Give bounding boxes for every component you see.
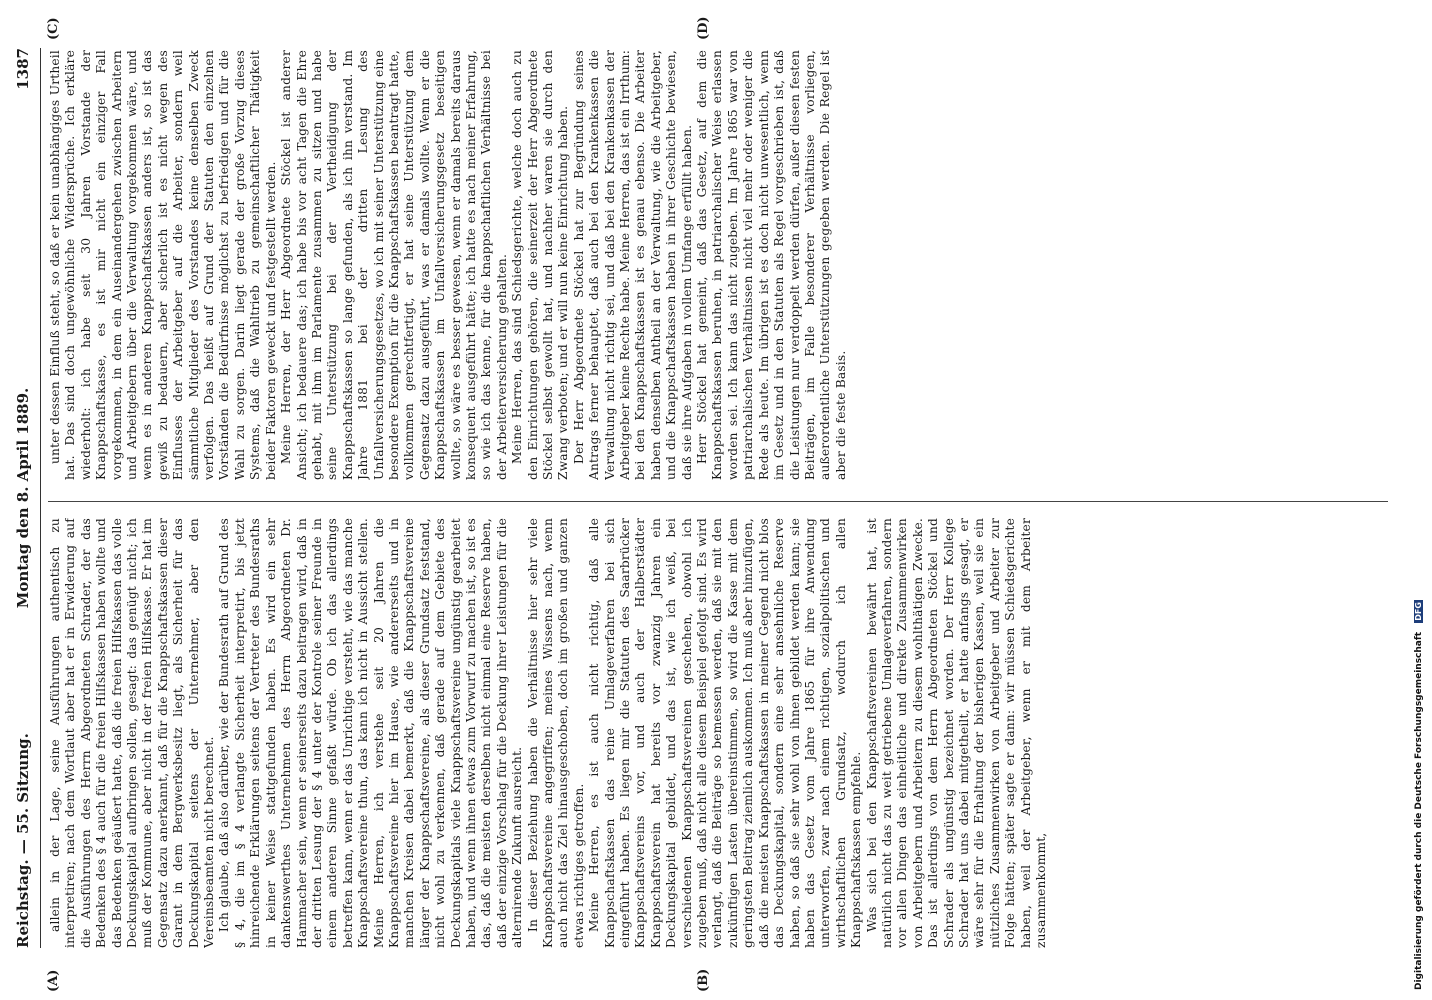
margin-mark-a: (A): [46, 969, 61, 992]
paragraph: Der Herr Abgeordnete Stöckel hat zur Begründung seines Antrags ferner behauptet, daß auch bei den Krankenkassen die Verwaltung nicht richtig sei, und daß bei den Krankenkassen der Arbeitgeber keine Rechte habe. Meine Herren, das ist ein Irrthum: bei den Knappschaftskassen ist es genau ebenso. Die Arbeiter haben denselben Antheil an der Verwaltung, wie die Arbeitgeber, und die Knappschaftskassen haben in ihrer Geschichte bewiesen, daß sie ihre Aufgaben in vollem Umfange erfüllt haben.: [571, 50, 694, 480]
page-header: [10, 48, 41, 948]
paragraph: Was sich bei den Knappschaftsvereinen bewährt hat, ist natürlich nicht das zu weit getriebene Umlageverfahren, sondern vor allen Dingen das einheitliche und direkte Zusammenwirken von Arbeitgebern und Arbeitern zu diesem wohlthätigen Zwecke. Das ist allerdings von dem Herrn Abgeordneten Stöckel und Schrader als ungünstig bezeichnet worden. Der Herr Kollege Schrader hat uns dabei mitgetheilt, er hatte anfangs gesagt, er wäre sehr für die Erhaltung der bisherigen Kassen, weil sie ein nützliches Zusammenwirken von Arbeitgeber und Arbeiter zur Folge hätten; später sagte er dann: wir müssen Schiedsgerichte haben, weil der Arbeitgeber, wenn er mit dem Arbeiter zusammenkommt,: [864, 518, 1048, 948]
column-divider: [48, 501, 1388, 502]
paragraph: Meine Herren, es ist auch nicht richtig, daß alle Knappschaftskassen das reine Umlageverfahren bei sich eingeführt haben. Es liegen mir die Statuten des Saarbrücker Knappschaftsvereins vor, und auch der Halberstädter Knappschaftsverein hat bereits vor zwanzig Jahren ein Deckungskapital gebildet, und das ist, wie ich weiß, bei verschiedenen Knappschaftsvereinen geschehen, obwohl ich zugeben muß, daß nicht alle diesem Beispiel gefolgt sind. Es wird verlangt, daß die Beiträge so bemessen werden, daß sie mit den zukünftigen Lasten übereinstimmen, so wird die Kasse mit dem geringsten Beitrag ziemlich auskommen. Ich muß aber hinzufügen, daß die meisten Knappschaftskassen in meiner Gegend nicht blos das Deckungskapital, sondern eine sehr ansehnliche Reserve haben, so daß sie sehr wohl von ihnen gebildet werden kann; sie haben das Gesetz vom Jahre 1865 für ihre Anwendung unterworfen, zwar nach einem richtigen, sozialpolitischen und wirthschaftlichen Grundsatz, wodurch ich allen Knappschaftskassen empfehle.: [587, 518, 864, 948]
paragraph: unter dessen Einfluß steht, so daß er kein unabhängiges Urtheil hat. Das sind doch ungewöhnliche Widersprüche. Ich erkläre wiederholt: ich habe seit 30 Jahren Vorstande der Knappschaftskasse, es ist mir nicht ein einziger Fall vorgekommen, in dem ein Auseinandergehen zwischen Arbeitern und Arbeitgebern über die Verwaltung vorgekommen wäre, und wenn es in anderen Knappschaftskassen anders ist, so ist das gewiß zu bedauern, aber sicherlich ist es nicht wegen des Einflusses der Arbeitgeber auf die Arbeiter, sondern weil sämmtliche Mitglieder des Vorstandes keine denselben Zweck verfolgen. Das heißt auf Grund der Statuten den einzelnen Vorständen die Bedürfnisse möglichst zu befriedigen und für die Wahl zu sorgen. Darin liegt gerade der große Vorzug dieses Systems, daß die Wahltrieb zu gemeinschaftlicher Thätigkeit beider Faktoren geweckt und festgestellt werden.: [48, 50, 278, 480]
paragraph: Meine Herren, der Herr Abgeordnete Stöckel ist anderer Ansicht; ich bedauere das; ich habe bis vor acht Tagen die Ehre gehabt, mit ihm im Parlamente zusammen zu sitzen und habe seine Unterstützung bei der Vertheidigung der Knappschaftskassen so lange gefunden, als ich ihn verstand. Im Jahre 1881 bei der dritten Lesung des Unfallversicherungsgesetzes, wo ich mit seiner Unterstützung eine besondere Exemption für die Knappschaftskassen beantragt hatte, vollkommen gerechtfertigt, er hat seine Unterstützung dem Gegensatz dazu ausgeführt, was er damals wollte. Wenn er die Knappschaftskassen im Unfallversicherungsgesetz beseitigen wollte, so wäre es besser gewesen, wenn er damals bereits daraus konsequent ausgeführt hätte; ich hatte es nach meiner Erfahrung, so wie ich das kenne, für die knappschaftlichen Verhältnisse bei der Arbeiterversicherung gehalten.: [279, 50, 509, 480]
margin-mark-d: (D): [696, 16, 711, 40]
paragraph: allein in der Lage, seine Ausführungen authentisch zu interpretiren; nach dem Wortlaut aber hat er in Erwiderung auf die Ausführungen des Herrn Abgeordneten Schrader, der das Bedenken des § 4 auch für die freien Hilfskassen haben wollte und das Bedenken geäußert hatte, daß die freien Hilfskassen das volle Deckungskapital aufbringen sollen, gesagt: das genügt nicht; ich muß der Kommune, aber nicht in der freien Hilfskasse. Er hat im Gegensatz dazu anerkannt, daß für die Knappschaftskassen dieser Garant in dem Bergwerksbesitz liegt, als Sicherheit für das Deckungskapital seitens der Unternehmer, aber den Vereinsbeamten nicht berechnet.: [48, 518, 217, 948]
footer-credit: [1414, 0, 1428, 990]
right-column: [48, 50, 1388, 480]
header-date: Montag den 8. April 1889.: [14, 387, 32, 609]
paragraph: Herr Stöckel hat gemeint, daß das Gesetz, auf dem die Knappschaftskassen beruhen, in patriarchalischer Weise erlassen worden sei. Ich kann das nicht zugeben. Im Jahre 1865 war von patriarchalischen Verhältnissen nicht viel mehr oder weniger die Rede als heute. Im übrigen ist es doch nicht unwesentlich, wenn im Gesetz und in den Statuten als Regel vorgeschrieben ist, daß die Leistungen nur verdoppelt werden dürfen, außer diesen festen Beiträgen, im Falle besonderer Verhältnisse vorliegen, außerordentliche Unterstützungen gegeben werden. Die Regel ist aber die feste Basis.: [695, 50, 848, 480]
rotated-page: [6, 0, 1406, 1000]
margin-mark-c: (C): [46, 17, 61, 40]
footer-credit-text: Digitalisierung gefördert durch die Deutsche Forschungsgemeinschaft: [1414, 631, 1424, 990]
footer-strip: [1412, 0, 1432, 1000]
dfg-logo: DFG: [1414, 602, 1423, 621]
left-column: [48, 518, 1388, 948]
paragraph: Meine Herren, das sind Schiedsgerichte, welche doch auch zu den Einrichtungen gehören, die seinerzeit der Herr Abgeordnete Stöckel selbst gewollt hat, und nachher waren sie durch den Zwang verboten; und er will nun keine Einrichtung haben.: [510, 50, 571, 480]
paragraph: Ich glaube, daß also darüber, wie der Bundesrath auf Grund des § 4, die im § 4 verlangte Sicherheit interpretirt, bis jetzt hinreichende Erklärungen seitens der Vertreter des Bundesraths in keiner Weise stattgefunden haben. Es wird ein sehr dankenswerthes Unternehmen des Herrn Abgeordneten Dr. Hammacher sein, wenn er seinerseits dazu beitragen wird, daß in der dritten Lesung der § 4 unter der Kontrole seiner Freunde in einem anderen Sinne gefaßt würde. Ob ich das allerdings betreffen kann, wenn er das Unrichtige versteht, wie das manche Knappschaftsvereine thun, das kann ich nicht in Aussicht stellen. Meine Herren, ich verstehe seit 20 Jahren die Knappschaftsvereine hier im Hause, wie andererseits und in manchen Kreisen dabei bemerkt, daß die Knappschaftsvereine länger der Knappschaftsvereine, als dieser Grundsatz feststand, nicht wohl zu verkennen, daß gerade auf dem Gebiete des Deckungskapitals viele Knappschaftsvereine ungünstig gearbeitet haben, und wenn ihnen etwas zum Vorwurf zu machen ist, so ist es das, daß die meisten derselben nicht einmal eine Reserve haben, daß der einzige Vorschlag für die Deckung ihrer Leistungen für die alternirende Zukunft ausreicht.: [217, 518, 525, 948]
header-left: Reichstag. — 55. Sitzung.: [14, 733, 32, 948]
page-number: 1387: [14, 48, 32, 90]
paragraph: In dieser Beziehung haben die Verhältnisse hier sehr viele Knappschaftsvereine angegriffen; meines Wissens nach, wenn auch nicht das Ziel hinausgeschoben, doch im großen und ganzen etwas richtiges getroffen.: [525, 518, 586, 948]
margin-mark-b: (B): [696, 968, 711, 992]
